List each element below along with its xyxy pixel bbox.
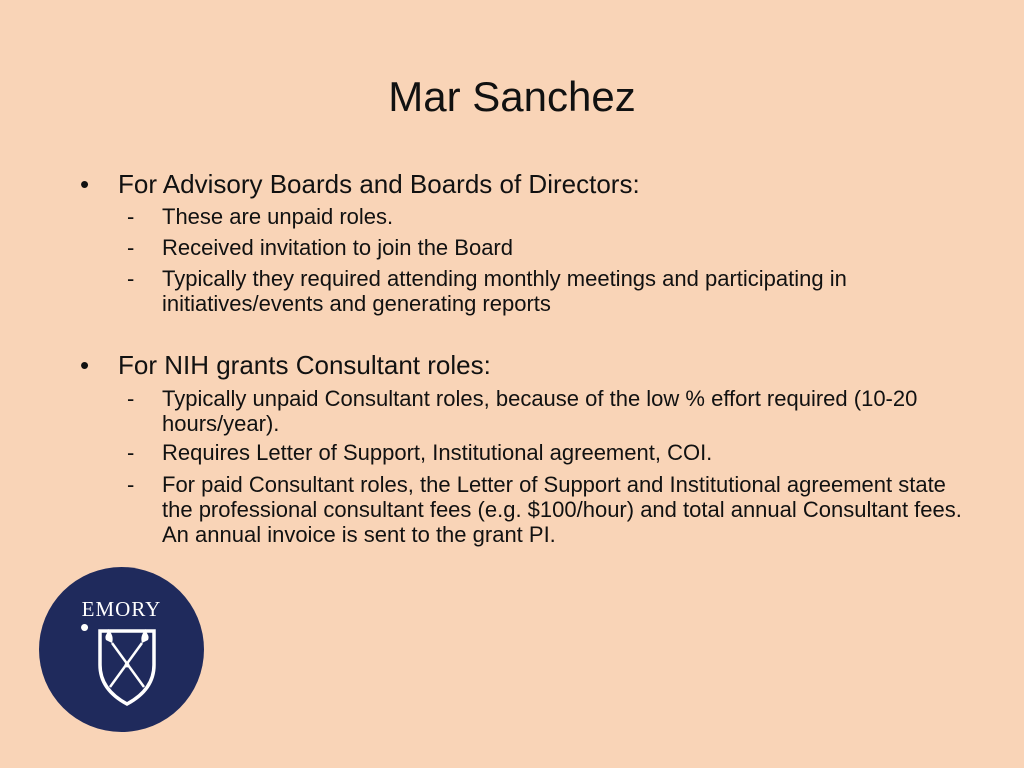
logo-wordmark: EMORY (81, 597, 162, 621)
empty-bullet: • (80, 612, 90, 642)
emory-logo (39, 567, 204, 732)
bullet-marker: • (80, 350, 90, 380)
dash-marker: - (127, 235, 135, 260)
list-item-text: Requires Letter of Support, Institutional agreement, COI. (162, 440, 713, 465)
list-item-text: For paid Consultant roles, the Letter of Support and Institutional agreement state the professional consultant fees (e.g. $100/hour) and total annual Consultant fees. An annual invoice is sent to the grant PI. (162, 472, 962, 547)
dash-marker: - (127, 266, 135, 291)
list-item-text: Received invitation to join the Board (162, 235, 513, 260)
dash-marker: - (127, 472, 135, 497)
shield-torches-icon (96, 625, 158, 707)
dash-marker: - (127, 204, 135, 229)
list-item-text: Typically unpaid Consultant roles, because of the low % effort required (10-20 hours/year). (162, 386, 918, 436)
section-heading-text: For Advisory Boards and Boards of Directors: (118, 169, 640, 199)
dash-marker: - (127, 440, 135, 465)
dash-marker: - (127, 386, 135, 411)
bullet-marker: • (80, 169, 90, 199)
list-item-text: Typically they required attending monthly meetings and participating in initiatives/events and generating reports (162, 266, 847, 316)
list-item-text: These are unpaid roles. (162, 204, 394, 229)
section-heading-text: For NIH grants Consultant roles: (118, 350, 491, 380)
slide-title: Mar Sanchez (388, 73, 636, 120)
